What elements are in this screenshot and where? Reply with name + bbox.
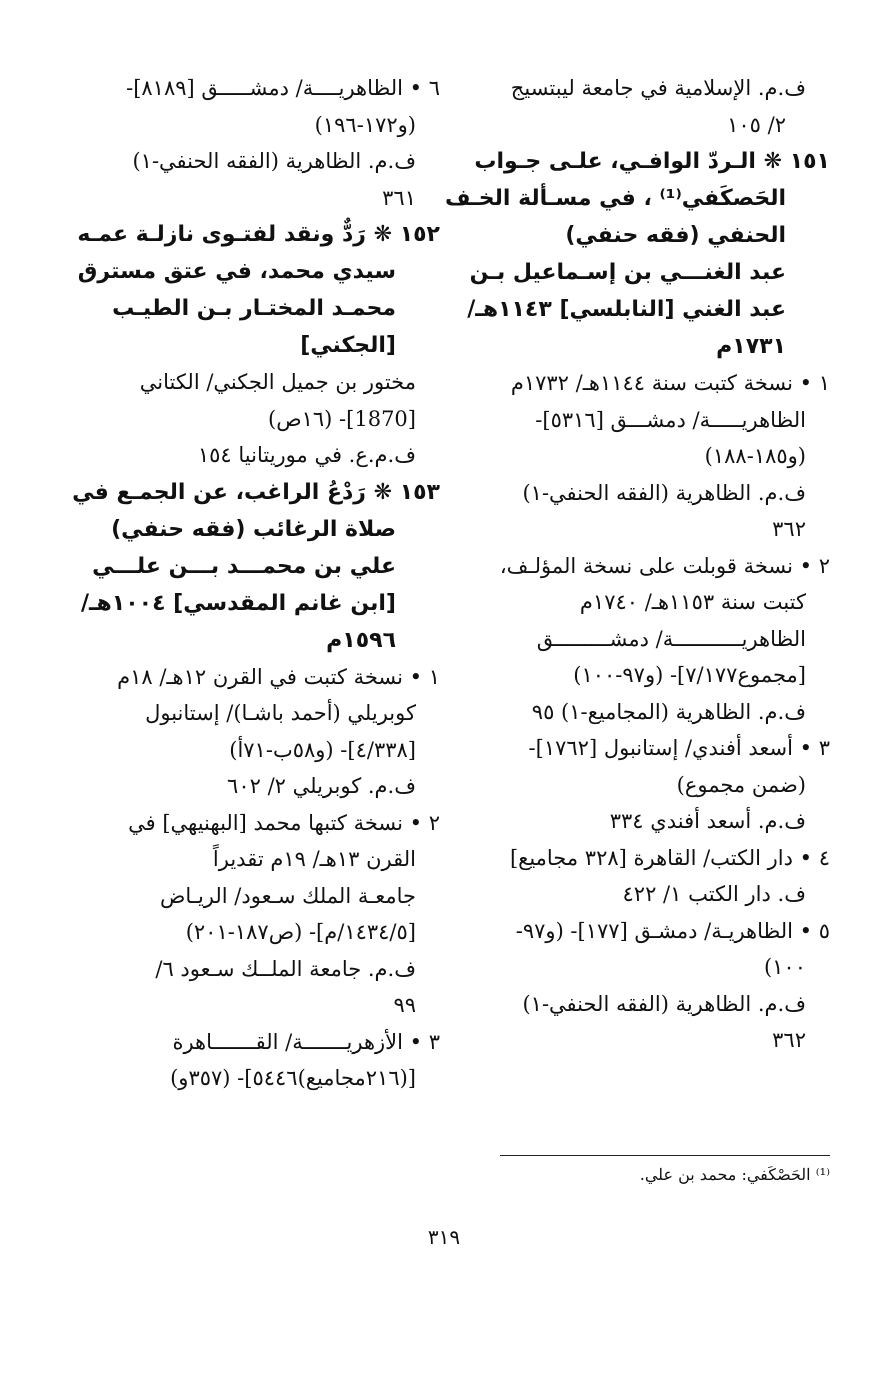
left-column-line: ف.م. جامعة الملــك سـعود ٦/	[155, 956, 416, 981]
left-column	[72, 70, 440, 1097]
left-column-line: القرن ١٣هـ/ ١٩م تقديراً	[212, 847, 416, 871]
right-column-line: ٤ • دار الكتب/ القاهرة [٣٢٨ مجاميع]	[509, 845, 830, 870]
left-column-line: ف.م. الظاهرية (الفقه الحنفي-١)	[132, 149, 416, 173]
footnote: ⁽¹⁾ الحَصْكَفي: محمد بن علي.	[639, 1165, 830, 1184]
right-column-line: ف.م. الإسلامية في جامعة ليبتسيج	[510, 76, 806, 100]
right-column-line: عبد الغني [النابلسي] ١١٤٣هـ/	[467, 297, 786, 322]
right-column-line: الظاهريـــــــــــة/ دمشـــــــــق	[536, 626, 806, 651]
right-column-line: ١٧٣١م	[716, 334, 786, 359]
right-column-line: عبد الغنـــي بن إسـماعيل بـن	[469, 260, 786, 285]
right-column-line: الحَصكَفي⁽¹⁾ ، في مسـألة الخـف	[445, 186, 786, 211]
left-column-line: ٩٩	[393, 993, 416, 1017]
right-column-line: ٢ • نسخة قوبلت على نسخة المؤلـف،	[499, 553, 830, 578]
right-column-line: الظاهريـــــة/ دمشـــق [٥٣١٦]-	[535, 407, 806, 432]
left-column-line: (و١٧٢-١٩٦)	[314, 112, 416, 137]
left-column-line: [1870]- (١٦ص)	[268, 406, 416, 431]
right-column-line: ف.م. أسعد أفندي ٣٣٤	[609, 809, 806, 833]
left-column-line: ١ • نسخة كتبت في القرن ١٢هـ/ ١٨م	[117, 664, 440, 689]
left-column-line: كوبريلي (أحمد باشـا)/ إستانبول	[145, 701, 416, 725]
left-column-line: صلاة الرغائب (فقه حنفي)	[111, 516, 396, 542]
right-column-line: (و١٨٥-١٨٨)	[704, 444, 806, 468]
left-column-line: ف.م. كوبريلي ٢/ ٦٠٢	[227, 774, 416, 798]
left-column-line: جامعـة الملك سـعود/ الريـاض	[160, 883, 416, 908]
left-column-line: سيدي محمد، في عتق مسترق	[77, 259, 396, 284]
left-column-line: [ابن غانم المقدسي] ١٠٠٤هـ/	[80, 590, 396, 616]
right-column	[445, 70, 830, 1059]
right-column-line: ف.م. الظاهرية (الفقه الحنفي-١)	[522, 480, 806, 505]
left-column-line: ١٥٢ ❋ رَدٌّ ونقد لفتـوى نازلـة عمـه	[77, 222, 440, 247]
left-column-line: [(٢١٦مجاميع)٥٤٤٦]- (٣٥٧و)	[170, 1066, 416, 1090]
left-column-line: [٤/٣٣٨]- (و٥٨ب-٧١أ)	[229, 737, 416, 762]
left-column-line: ٣٦١	[382, 185, 416, 210]
right-column-line: ٣٦٢	[772, 517, 806, 541]
right-column-line: ٢/ ١٠٥	[727, 112, 786, 137]
left-column-line: ١٥٣ ❋ رَدْعُ الراغب، عن الجمـع في	[72, 479, 440, 505]
right-column-line: ٣٦٢	[772, 1028, 806, 1052]
left-column-line: محمـد المختـار بـن الطيـب	[112, 296, 396, 321]
left-column-line: ٢ • نسخة كتبها محمد [البهنيهي] في	[128, 810, 440, 835]
right-column-line: ف.م. الظاهرية (الفقه الحنفي-١)	[522, 991, 806, 1016]
right-column-line: ف. دار الكتب ١/ ٤٢٢	[622, 882, 806, 906]
right-column-line: الحنفي (فقه حنفي)	[565, 223, 786, 248]
right-column-line: ٣ • أسعد أفندي/ إستانبول [١٧٦٢]-	[528, 736, 830, 760]
left-column-line: ٣ • الأزهريـــــــة/ القـــــــاهرة	[172, 1029, 440, 1054]
right-column-line: (ضمن مجموع)	[676, 772, 806, 797]
left-column-line: علي بن محمـــد بـــن علـــي	[92, 553, 396, 579]
right-column-line: كتبت سنة ١١٥٣هـ/ ١٧٤٠م	[579, 590, 806, 614]
right-column-line: [مجموع٧/١٧٧]- (و٩٧-١٠٠)	[573, 663, 806, 687]
right-column-line: ف.م. الظاهرية (المجاميع-١) ٩٥	[531, 699, 806, 724]
footnote-divider	[500, 1155, 830, 1156]
left-column-line: ف.م.ع. في موريتانيا ١٥٤	[197, 443, 416, 467]
left-column-line: ٦ • الظاهريــــة/ دمشـــــق [٨١٨٩]-	[126, 76, 440, 100]
left-column-line: مختور بن جميل الجكني/ الكتاني	[139, 370, 416, 394]
page-number: ٣١٩	[427, 1225, 461, 1249]
right-column-line: ١٥١ ❋ الـردّ الوافـي، علـى جـواب	[474, 149, 830, 174]
left-column-line: [١٤٣٤/٥/م]- (ص١٨٧-٢٠١)	[185, 920, 416, 944]
right-column-line: ١ • نسخة كتبت سنة ١١٤٤هـ/ ١٧٣٢م	[510, 371, 830, 395]
right-column-line: ٥ • الظاهريـة/ دمشـق [١٧٧]- (و٩٧-	[515, 918, 830, 943]
left-column-line: ١٥٩٦م	[326, 627, 396, 653]
left-column-line: [الجكني]	[300, 333, 396, 358]
right-column-line: ١٠٠)	[763, 955, 806, 979]
